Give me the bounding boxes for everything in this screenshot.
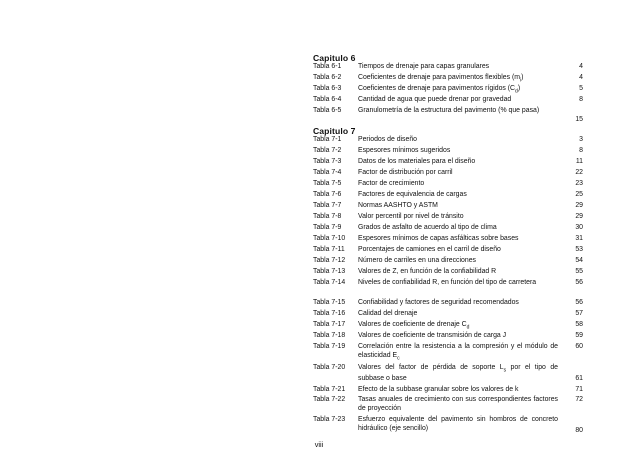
chapter-heading: Capitulo 7 xyxy=(313,126,356,136)
table-description: Espesores mínimos sugeridos xyxy=(358,147,451,154)
table-description: Niveles de confiabilidad R, en función del tipo de carretera xyxy=(358,279,537,286)
table-label: Tabla 7-15 xyxy=(313,299,346,306)
page-number: 53 xyxy=(575,246,583,253)
table-label: Tabla 7-6 xyxy=(313,191,342,198)
table-label: Tabla 6-3 xyxy=(313,85,342,92)
page-number: 60 xyxy=(575,343,583,350)
table-label: Tabla 6-5 xyxy=(313,107,342,114)
table-description: Esfuerzo equivalente del pavimento sin hombros de concreto hidráulico (eje sencillo) xyxy=(358,416,558,432)
table-label: Tabla 7-23 xyxy=(313,416,346,423)
table-description: Factores de equivalencia de cargas xyxy=(358,191,467,198)
table-label: Tabla 7-17 xyxy=(313,321,346,328)
page-number: 5 xyxy=(579,85,583,92)
page-footer-number: viii xyxy=(314,440,324,449)
table-label: Tabla 7-13 xyxy=(313,268,346,275)
table-description: Coeficientes de drenaje para pavimentos flexibles $(m_i)$ xyxy=(358,74,524,84)
table-description: Calidad del drenaje xyxy=(358,310,418,317)
table-description: Valores de coeficiente de transmisión de carga J xyxy=(358,332,507,339)
table-label: Tabla 7-4 xyxy=(313,169,342,176)
page-number: 22 xyxy=(575,169,583,176)
table-description: Datos de los materiales para el diseño xyxy=(358,158,476,165)
page-number: 56 xyxy=(575,279,583,286)
table-label: Tabla 7-19 xyxy=(313,343,346,350)
page-number: 29 xyxy=(575,213,583,220)
table-description: Número de carriles en una direcciones xyxy=(358,257,476,264)
page-number: 72 xyxy=(575,396,583,403)
page-number: 61 xyxy=(575,375,583,382)
table-label: Tabla 6-1 xyxy=(313,63,342,70)
table-description: Valor percentil por nivel de tránsito xyxy=(358,213,464,220)
table-description: Factor de crecimiento xyxy=(358,180,425,187)
table-label: Tabla 7-9 xyxy=(313,224,342,231)
page-number: 25 xyxy=(575,191,583,198)
table-description: Coeficientes de drenaje para pavimentos rígidos $(C_d)$ xyxy=(358,85,521,95)
page-number: 29 xyxy=(575,202,583,209)
table-label: Tabla 7-10 xyxy=(313,235,346,242)
table-description: Tiempos de drenaje para capas granulares xyxy=(358,63,490,70)
page-number: 11 xyxy=(575,158,583,165)
table-label: Tabla 7-7 xyxy=(313,202,342,209)
page-number: 55 xyxy=(575,268,583,275)
table-label: Tabla 7-12 xyxy=(313,257,346,264)
table-description: Espesores mínimos de capas asfálticas sobre bases xyxy=(358,235,519,242)
page-number: 4 xyxy=(579,74,583,81)
page-number: 3 xyxy=(579,136,583,143)
chapter-heading: Capitulo 6 xyxy=(313,53,356,63)
table-description: Valores de Z, en función de la confiabilidad R xyxy=(358,268,497,275)
table-description: Grados de asfalto de acuerdo al tipo de clima xyxy=(358,224,497,231)
page-number: 31 xyxy=(575,235,583,242)
table-label: Tabla 7-11 xyxy=(313,246,345,253)
table-label: Tabla 7-3 xyxy=(313,158,342,165)
table-label: Tabla 6-2 xyxy=(313,74,342,81)
page-number: 23 xyxy=(575,180,583,187)
table-label: Tabla 7-14 xyxy=(313,279,346,286)
table-description: Periodos de diseño xyxy=(358,136,417,143)
page-number: 71 xyxy=(575,386,583,393)
page-number: 58 xyxy=(575,321,583,328)
page-number: 15 xyxy=(575,116,583,123)
table-description: Correlación entre la resistencia a la compresión y el módulo de elasticidad $E_c$ xyxy=(358,343,558,361)
page-number: 80 xyxy=(575,427,583,434)
table-label: Tabla 7-5 xyxy=(313,180,342,187)
page-number: 4 xyxy=(579,63,583,70)
table-description: Factor de distribución por carril xyxy=(358,169,453,176)
table-description: Porcentajes de camiones en el carril de diseño xyxy=(358,246,501,253)
table-description: Normas AASHTO y ASTM xyxy=(358,202,438,209)
table-description: Confiabilidad y factores de seguridad recomendados xyxy=(358,299,519,306)
page-number: 56 xyxy=(575,299,583,306)
table-label: Tabla 7-1 xyxy=(313,136,342,143)
page-number: 30 xyxy=(575,224,583,231)
page-number: 8 xyxy=(579,147,583,154)
table-label: Tabla 7-18 xyxy=(313,332,346,339)
table-description: Valores de coeficiente de drenaje $C_d$ xyxy=(358,321,470,331)
page-number: 57 xyxy=(575,310,583,317)
table-label: Tabla 7-20 xyxy=(313,364,346,371)
page-number: 59 xyxy=(575,332,583,339)
table-description: Efecto de la subbase granular sobre los valores de k xyxy=(358,386,519,393)
table-description: Valores del factor de pérdida de soporte $L_s$ por el tipo de subbase o base xyxy=(358,364,558,382)
table-label: Tabla 7-21 xyxy=(313,386,346,393)
table-label: Tabla 7-22 xyxy=(313,396,346,403)
table-description: Tasas anuales de crecimiento con sus correspondientes factores de proyección xyxy=(358,396,558,412)
page-number: 8 xyxy=(579,96,583,103)
table-label: Tabla 7-8 xyxy=(313,213,342,220)
table-label: Tabla 6-4 xyxy=(313,96,342,103)
table-description: Granulometría de la estructura del pavimento (% que pasa) xyxy=(358,107,540,114)
table-label: Tabla 7-2 xyxy=(313,147,342,154)
page-number: 54 xyxy=(575,257,583,264)
table-description: Cantidad de agua que puede drenar por gravedad xyxy=(358,96,512,103)
table-label: Tabla 7-16 xyxy=(313,310,346,317)
